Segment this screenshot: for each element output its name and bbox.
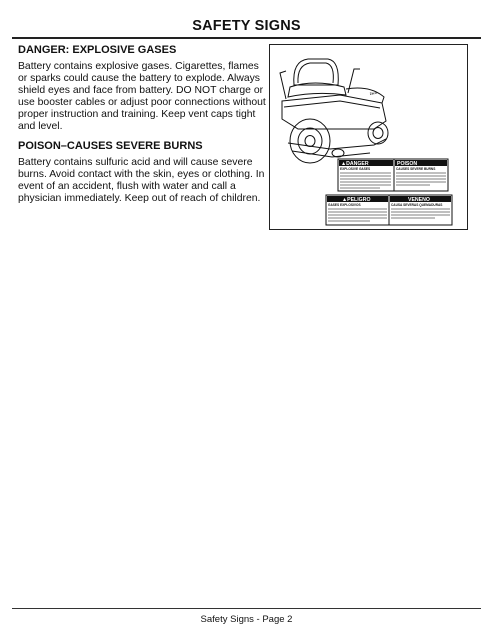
- section-heading-poison: POISON–CAUSES SEVERE BURNS: [18, 139, 203, 152]
- page-title: SAFETY SIGNS: [192, 18, 301, 34]
- page-footer: Safety Signs - Page 2: [200, 614, 293, 625]
- footer-divider: [12, 608, 481, 609]
- poison-label: POISON: [397, 161, 418, 167]
- text-column: [18, 44, 266, 211]
- section-body-explosive-gases: Battery contains explosive gases. Cigarettes, flames or sparks could cause the battery to explode. Always shield eyes and face from battery. DO NOT charge or use booster cables or adjust poor connections without proper instruction and training. Keep vent caps tight and level.: [18, 61, 266, 133]
- title-divider: [12, 37, 481, 39]
- section-body-poison: Battery contains sulfuric acid and will cause severe burns. Avoid contact with the skin, eyes or clothing. In event of an accident, flush with water and call a physician immediately. Keep out of reach of children.: [18, 156, 265, 204]
- mower-icon: [280, 59, 388, 163]
- section-heading-explosive-gases: DANGER: EXPLOSIVE GASES: [18, 44, 177, 56]
- mower-illustration: [269, 44, 468, 230]
- danger-label: ▲DANGER: [341, 161, 369, 167]
- danger-sub-label: EXPLOSIVE GASES: [340, 167, 371, 171]
- peligro-label: ▲PELIGRO: [342, 197, 371, 203]
- svg-text:Zero: Zero: [369, 90, 377, 96]
- veneno-label: VENENO: [408, 197, 430, 203]
- battery-decal-english: [338, 159, 448, 191]
- mower-battery-decal-drawing: [270, 45, 467, 229]
- veneno-sub-label: CAUSA SEVERAS QUEMADURAS: [391, 203, 443, 207]
- battery-decal-spanish: [326, 195, 452, 225]
- peligro-sub-label: GASES EXPLOSIVOS: [328, 203, 361, 207]
- poison-sub-label: CAUSES SEVERE BURNS: [396, 167, 436, 171]
